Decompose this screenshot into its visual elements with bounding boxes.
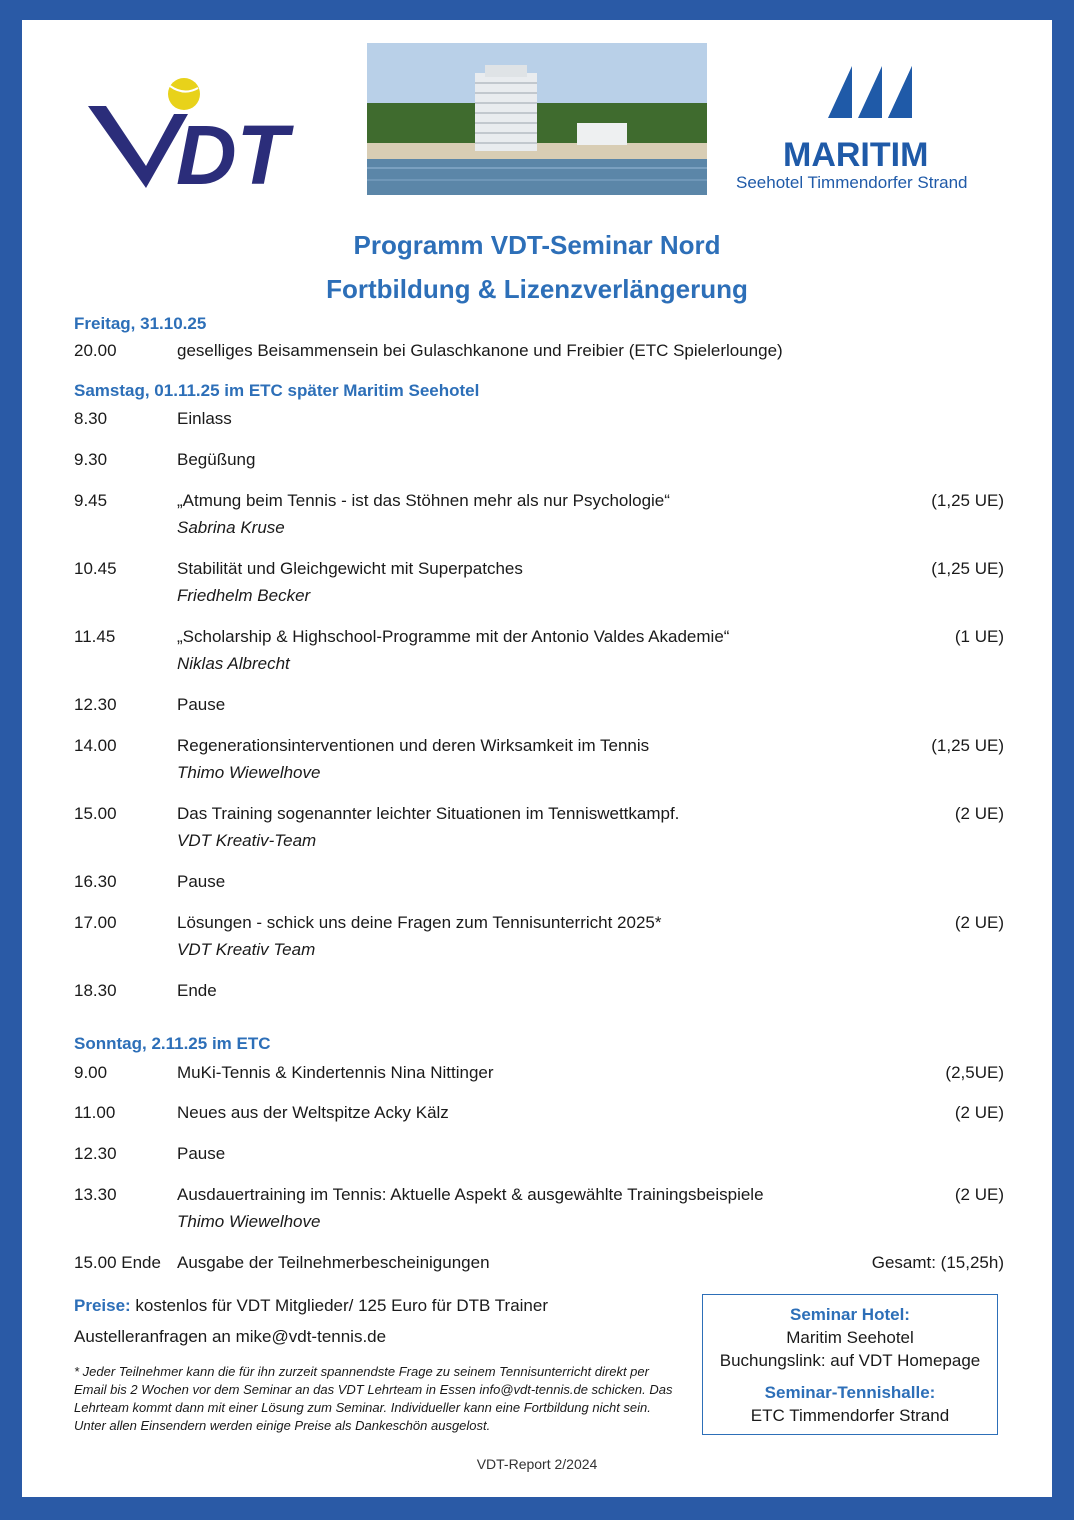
event-title: Lösungen - schick uns deine Fragen zum Tennisunterricht 2025* <box>177 913 662 932</box>
time: 11.00 <box>74 1103 116 1122</box>
time: 9.00 <box>74 1063 108 1082</box>
event-title: MuKi-Tennis & Kindertennis Nina Nittinger <box>177 1063 494 1082</box>
event-title: „Atmung beim Tennis - ist das Stöhnen mehr als nur Psychologie“ <box>177 491 670 510</box>
time: 18.30 <box>74 981 117 1000</box>
event-title: „Scholarship & Highschool-Programme mit der Antonio Valdes Akademie“ <box>177 627 730 646</box>
time: 9.30 <box>74 450 108 469</box>
event-title: Einlass <box>177 409 232 428</box>
event-title: Regenerationsinterventionen und deren Wirksamkeit im Tennis <box>177 736 650 755</box>
ue-credits: (2 UE) <box>954 1103 1004 1122</box>
prices-text: kostenlos für VDT Mitglieder/ 125 Euro für DTB Trainer <box>130 1296 548 1315</box>
saturday-heading: Samstag, 01.11.25 im ETC später Maritim Seehotel <box>74 381 480 400</box>
event-title: geselliges Beisammensein bei Gulaschkanone und Freibier (ETC Spielerlounge) <box>177 341 783 360</box>
tennis-hall-heading: Seminar-Tennishalle: <box>764 1383 936 1402</box>
maritim-logo <box>736 48 1006 198</box>
time: 15.00 Ende <box>74 1253 161 1272</box>
event-title: Das Training sogenannter leichter Situationen im Tenniswettkampf. <box>177 804 680 823</box>
speaker: VDT Kreativ-Team <box>177 831 317 850</box>
speaker: Thimo Wiewelhove <box>177 1212 321 1231</box>
speaker: Niklas Albrecht <box>177 654 290 673</box>
event-title: Pause <box>177 695 226 714</box>
booking-link: Buchungslink: auf VDT Homepage <box>719 1351 981 1370</box>
event-title: Ausgabe der Teilnehmerbescheinigungen <box>177 1253 490 1272</box>
event-title: Ende <box>177 981 217 1000</box>
time: 20.00 <box>74 341 117 360</box>
speaker: Thimo Wiewelhove <box>177 763 321 782</box>
ue-credits: (1,25 UE) <box>931 736 1004 755</box>
event-title: Pause <box>177 1144 226 1163</box>
event-title: Stabilität und Gleichgewicht mit Superpatches <box>177 559 523 578</box>
hotel-heading: Seminar Hotel: <box>790 1305 910 1324</box>
time: 9.45 <box>74 491 108 510</box>
ue-credits: (1 UE) <box>954 627 1004 646</box>
program-page <box>22 20 1052 1497</box>
event-title: Ausdauertraining im Tennis: Aktuelle Aspekt & ausgewählte Trainingsbeispiele <box>177 1185 764 1204</box>
total-credits: Gesamt: (15,25h) <box>871 1253 1004 1272</box>
hotel-info-box <box>702 1294 998 1435</box>
speaker: Friedhelm Becker <box>177 586 311 605</box>
ue-credits: (1,25 UE) <box>931 559 1004 578</box>
speaker: VDT Kreativ Team <box>177 940 316 959</box>
event-title: Pause <box>177 872 226 891</box>
time: 17.00 <box>74 913 117 932</box>
page-subtitle: Fortbildung & Lizenzverlängerung <box>326 274 748 304</box>
ue-credits: (2 UE) <box>954 1185 1004 1204</box>
hotel-photo <box>367 43 707 195</box>
time: 11.45 <box>74 627 116 646</box>
page-footer: VDT-Report 2/2024 <box>476 1456 598 1472</box>
maritim-wordmark: MARITIM <box>783 136 929 174</box>
tennis-hall-name: ETC Timmendorfer Strand <box>750 1406 950 1425</box>
sunday-heading: Sonntag, 2.11.25 im ETC <box>74 1034 271 1053</box>
hotel-name: Maritim Seehotel <box>786 1328 914 1347</box>
time: 14.00 <box>74 736 117 755</box>
ue-credits: (2 UE) <box>954 913 1004 932</box>
event-title: Begüßung <box>177 450 256 469</box>
vdt-logo <box>84 66 344 216</box>
prices-label: Preise: <box>74 1296 131 1315</box>
time: 12.30 <box>74 1144 117 1163</box>
time: 12.30 <box>74 695 117 714</box>
ue-credits: (2,5UE) <box>945 1063 1004 1082</box>
time: 8.30 <box>74 409 108 428</box>
prices <box>74 1296 548 1316</box>
time: 16.30 <box>74 872 117 891</box>
time: 13.30 <box>74 1185 117 1204</box>
time: 15.00 <box>74 804 117 823</box>
footnote: * Jeder Teilnehmer kann die für ihn zurzeit spannendste Frage zu seinem Tennisunterricht direkt per Email bis 2 Wochen vor dem Seminar an das VDT Lehrteam in Essen info@vdt-tennis.de schicken. Das Lehrteam kommt dann mit einer Lösung zum Seminar. Individueller kann eine Fortbildung nicht sein. Unter allen Einsendern werden einige Preise als Dankeschön ausgelost. <box>74 1364 673 1433</box>
ue-credits: (2 UE) <box>954 804 1004 823</box>
exhibitor-contact: Austelleranfragen an mike@vdt-tennis.de <box>74 1327 387 1346</box>
maritim-subtitle: Seehotel Timmendorfer Strand <box>736 173 968 192</box>
friday-heading: Freitag, 31.10.25 <box>74 314 207 333</box>
page-title: Programm VDT-Seminar Nord <box>353 230 721 260</box>
event-title: Neues aus der Weltspitze Acky Kälz <box>177 1103 449 1122</box>
svg-text:DT: DT <box>176 108 288 202</box>
speaker: Sabrina Kruse <box>177 518 285 537</box>
time: 10.45 <box>74 559 117 578</box>
ue-credits: (1,25 UE) <box>931 491 1004 510</box>
